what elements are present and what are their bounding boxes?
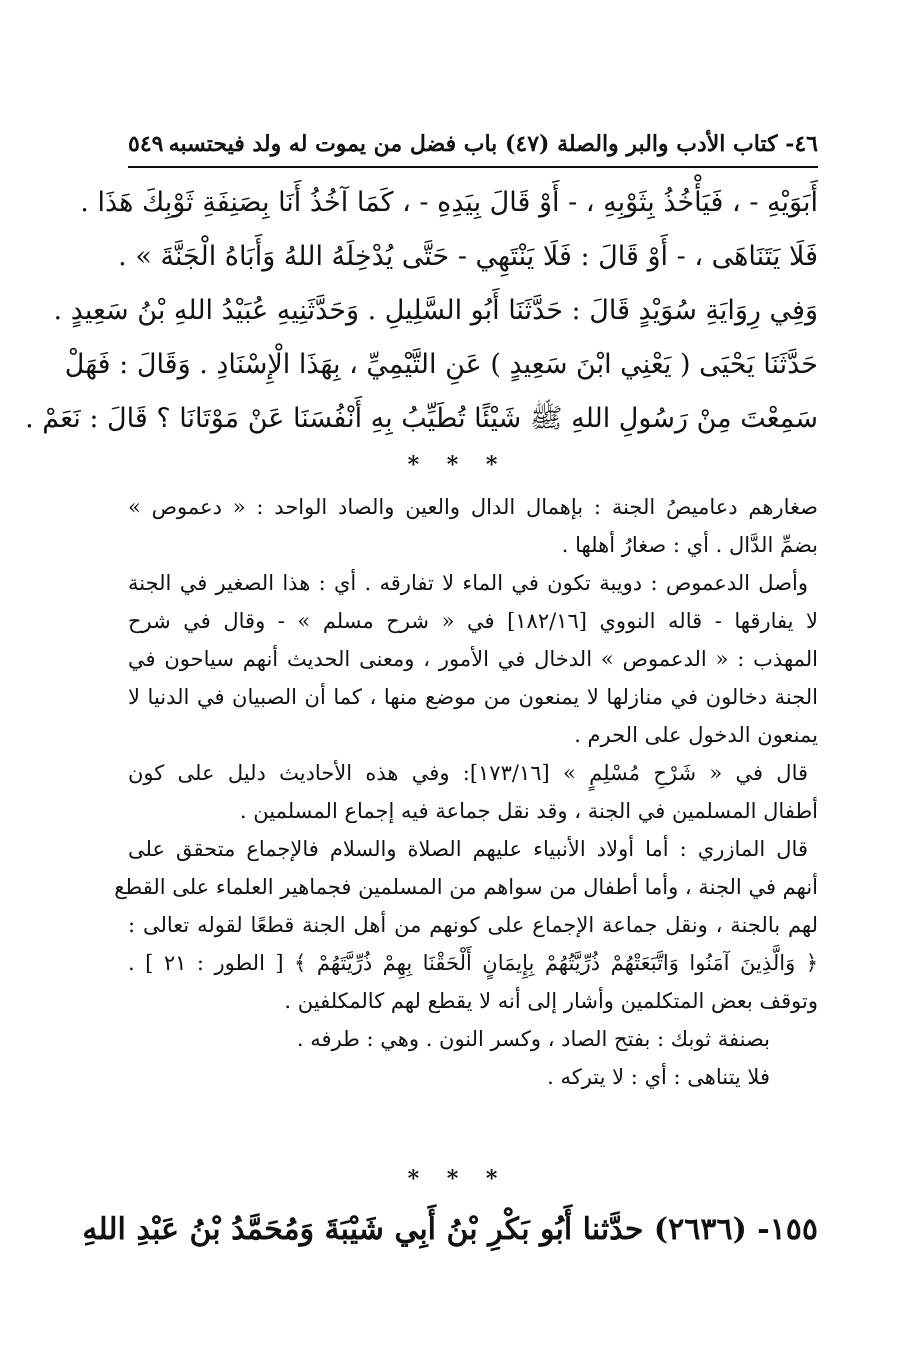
gloss-line: بصنفة ثوبك : بفتح الصاد ، وكسر النون . وهي : طرفه . [296,1027,770,1051]
commentary-line: لهم بالجنة ، ونقل جماعة الإجماع على كونهم من أهل الجنة قطعًا لقوله تعالى : [128,913,818,937]
commentary-line: لا يفارقها - قاله النووي [١٨٢/١٦] في « شرح مسلم » - وقال في شرح [128,609,818,633]
header-title: ٤٦- كتاب الأدب والبر والصلة (٤٧) باب فضل من يموت له ولد فيحتسبه [168,131,818,157]
running-header [128,124,818,164]
hadith-line: فَلَا يَتَنَاهَى ، - أَوْ قَالَ : فَلَا يَنْتَهِي - حَتَّى يُدْخِلَهُ اللهُ وَأَبَاهُ الْجَنَّةَ » . [118,241,818,272]
header-divider [128,166,818,168]
hadith-text [25,176,818,446]
commentary-line: صغارهم دعاميصُ الجنة : بإهمال الدال والعين والصاد الواحد : « دعموص » [128,495,818,519]
commentary-line: وأصل الدعموص : دويبة تكون في الماء لا تفارقه . أي : هذا الصغير في الجنة [128,571,808,595]
commentary-text [114,488,819,1096]
next-hadith-line: ١٥٥- (٢٦٣٦) حدَّثنا أَبُو بَكْرِ بْنُ أَبِي شَيْبَةَ وَمُحَمَّدُ بْنُ عَبْدِ اللهِ [82,1212,818,1247]
commentary-line: قال في « شَرْحِ مُسْلِمٍ » [١٧٣/١٦]: وفي هذه الأحاديث دليل على كون [128,761,809,785]
commentary-line: قال المازري : أما أولاد الأنبياء عليهم الصلاة والسلام فالإجماع متحقق على [128,837,808,861]
commentary-line: يمنعون الدخول على الحرم . [574,723,818,747]
hadith-line: سَمِعْتَ مِنْ رَسُولِ اللهِ ﷺ شَيْئًا تُطَيِّبُ بِهِ أَنْفُسَنَا عَنْ مَوْتَانَا ؟ قَالَ : نَعَمْ . [25,403,818,434]
commentary-line: أنهم في الجنة ، وأما أطفال من سواهم من المسلمين فجماهير العلماء على القطع [114,875,818,899]
page-number: ٥٤٩ [128,131,164,157]
commentary-line: بضمِّ الدَّال . أي : صغارُ أهلها . [561,533,818,557]
hadith-line: حَدَّثَنَا يَحْيَى ( يَعْنِي ابْنَ سَعِيدٍ ) عَنِ التَّيْمِيِّ ، بِهَذَا الْإِسْنَادِ . وَقَالَ : فَهَلْ [64,349,818,380]
section-separator: * * * [407,452,508,478]
hadith-line: وَفِي رِوَايَةِ سُوَيْدٍ قَالَ : حَدَّثَنَا أَبُو السَّلِيلِ . وَحَدَّثَنِيهِ عُبَيْدُ اللهِ بْنُ سَعِيدٍ . [53,295,818,326]
commentary-line: الجنة دخالون في منازلها لا يمنعون من موضع منها ، كما أن الصبيان في الدنيا لا [128,685,818,709]
quran-verse-line: ﴿ وَالَّذِينَ آمَنُوا وَاتَّبَعَتْهُمْ ذُرِّيَّتُهُمْ بِإِيمَانٍ أَلْحَقْنَا بِهِمْ ذُرِّيَّتَهُمْ ﴾ [ الطور : ٢١ ] . [128,951,819,975]
commentary-line: أطفال المسلمين في الجنة ، وقد نقل جماعة فيه إجماع المسلمين . [239,799,818,823]
hadith-line: أَبَوَيْهِ - ، فَيَأْخُذُ بِثَوْبِهِ ، - أَوْ قَالَ بِيَدِهِ - ، كَمَا آخُذُ أَنَا بِصَنِفَةِ ثَوْبِكَ هَذَا . [80,187,818,218]
gloss-line: فلا يتناهى : أي : لا يتركه . [547,1065,770,1089]
commentary-line: وتوقف بعض المتكلمين وأشار إلى أنه لا يقطع لهم كالمكلفين . [284,989,818,1013]
commentary-line: المهذب : « الدعموص » الدخال في الأمور ، ومعنى الحديث أنهم سياحون في [128,647,818,671]
section-separator: * * * [407,1166,508,1192]
